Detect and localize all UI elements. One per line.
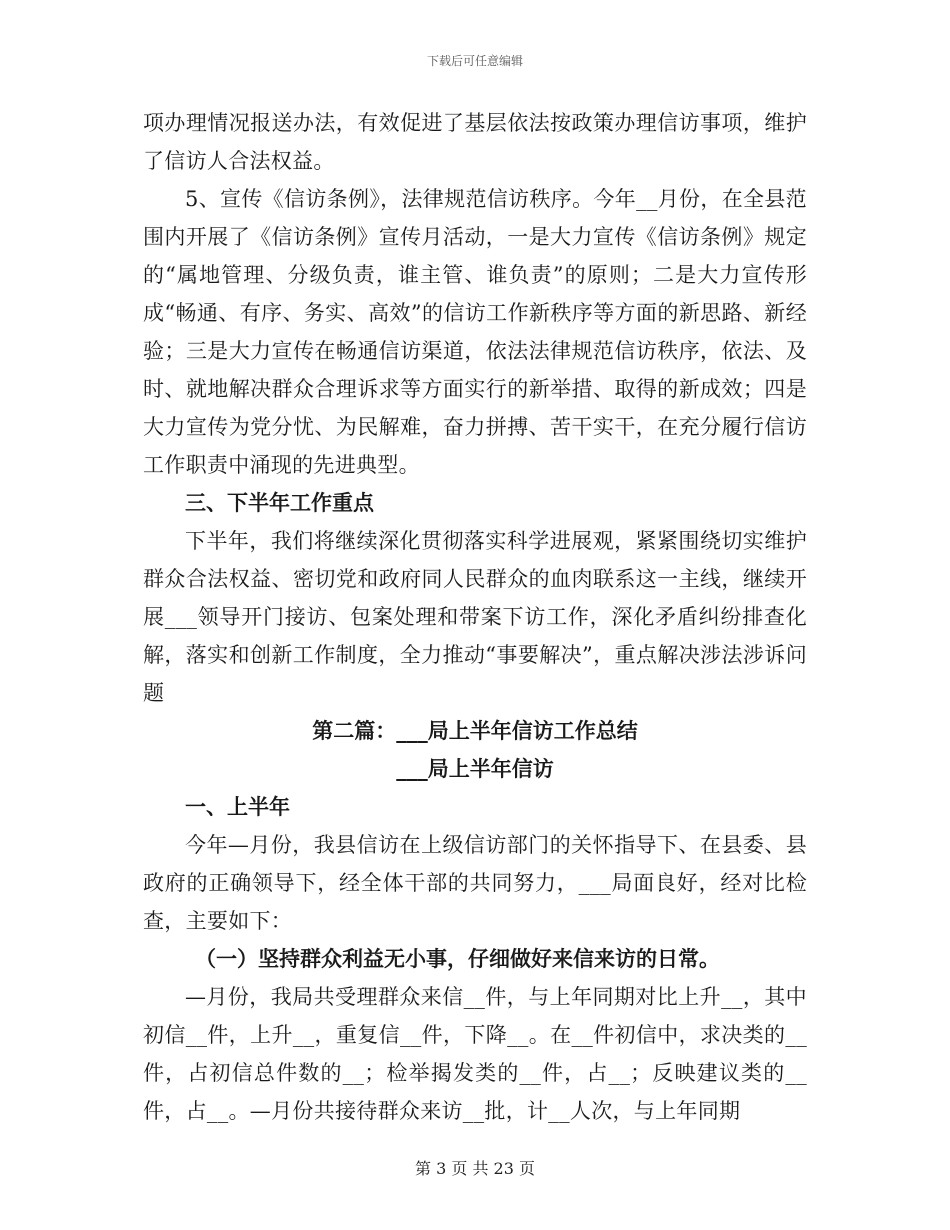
chapter-title: 第二篇：___局上半年信访工作总结 <box>312 718 638 743</box>
paragraph-continued: 项办理情况报送办法，有效促进了基层依法按政策办理信访事项，维护了信访人合法权益。 <box>143 111 807 173</box>
paragraph-intro: 今年—月份，我县信访在上级信访部门的关怀指导下、在县委、县政府的正确领导下，经全体干部的共同努力，___局面良好，经对比检查，主要如下： <box>143 833 807 933</box>
page-header: 下载后可任意编辑 <box>426 54 523 68</box>
document-body <box>143 104 807 1130</box>
part-heading-1: 一、上半年 <box>185 794 290 819</box>
chapter-subtitle: ___局上半年信访 <box>396 756 554 781</box>
paragraph-item-5: 5、宣传《信访条例》，法律规范信访秩序。今年__月份，在全县范围内开展了《信访条例》宣传月活动，一是大力宣传《信访条例》规定的“属地管理、分级负责，谁主管、谁负责”的原则；二是大力宣传形成“畅通、有序、务实、高效”的信访工作新秩序等方面的新思路、新经验；三是大力宣传在畅通信访渠道，依法法律规范信访秩序，依法、及时、就地解决群众合理诉求等方面实行的新举措、取得的新成效；四是大力宣传为党分忧、为民解难，奋力拼搏、苦干实干，在充分履行信访工作职责中涌现的先进典型。 <box>143 187 807 477</box>
paragraph-letters-visits: —月份，我局共受理群众来信__件，与上年同期对比上升__，其中初信__件，上升__，重复信__件，下降__。在__件初信中，求决类的__件，占初信总件数的__；检举揭发类的__件，占__；反映建议类的__件，占__。—月份共接待群众来访__批，计__人次，与上年同期 <box>143 985 807 1123</box>
page-footer: 第 3 页 共 23 页 <box>415 1159 535 1178</box>
item-heading-1: （一）坚持群众利益无小事，仔细做好来信来访的日常。 <box>195 946 720 971</box>
section-heading-3: 三、下半年工作重点 <box>185 490 374 515</box>
paragraph-second-half: 下半年，我们将继续深化贯彻落实科学进展观，紧紧围绕切实维护群众合法权益、密切党和政府同人民群众的血肉联系这一主线，继续开展___领导开门接访、包案处理和带案下访工作，深化矛盾纠纷排查化解，落实和创新工作制度，全力推动“事要解决”，重点解决涉法涉诉问题 <box>143 529 807 705</box>
